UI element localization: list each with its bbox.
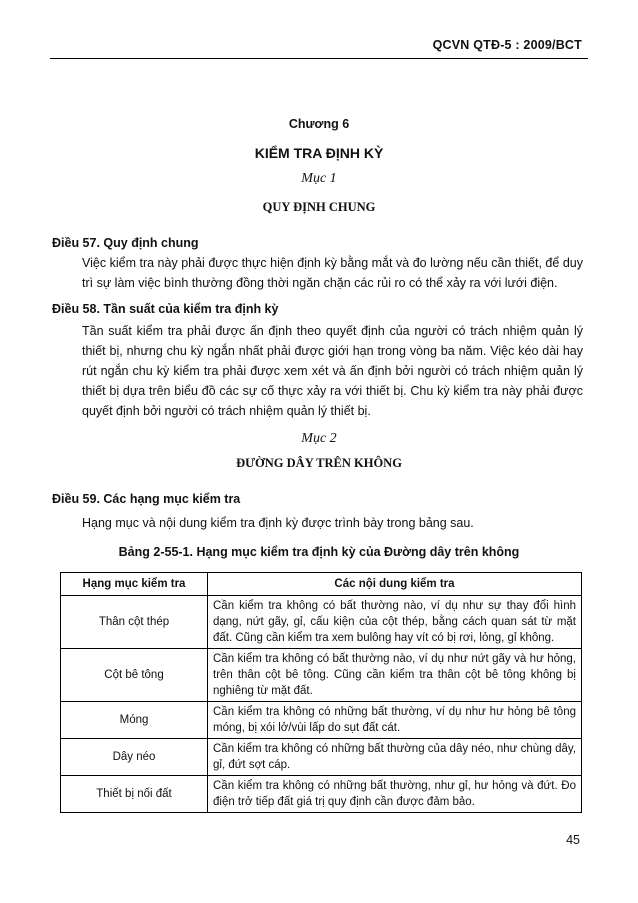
article-58-text: Tần suất kiểm tra phải được ấn định theo quyết định của người có trách nhiệm quản lý thiết bị, nhưng chu kỳ ngắn nhất phải được giới hạn trong vòng ba năm. Việc kéo dài hay rút ngắn chu kỳ kiểm tra phải được xem xét và ấn định bởi người có trách nhiệm quản lý thiết bị dựa trên biểu đồ các sự cố thực xảy ra với thiết bị. Chu kỳ kiểm tra này phải được quyết định bởi người có trách nhiệm quản lý thiết bị.	[82, 324, 583, 418]
row-item: Thiết bị nối đất	[61, 776, 208, 813]
header-content-column: Các nội dung kiểm tra	[208, 573, 582, 596]
table-row	[61, 776, 582, 813]
row-item: Móng	[61, 702, 208, 739]
section-1-label: Mục 1	[301, 171, 337, 186]
header-divider	[50, 58, 588, 59]
table-row	[61, 649, 582, 702]
row-content: Cần kiểm tra không có những bất thường, ví dụ như hư hỏng bê tông móng, bị xói lở/vùi lấp do sụt đất cát.	[208, 702, 582, 739]
table-row	[61, 739, 582, 776]
row-content: Cần kiểm tra không có bất thường nào, ví dụ như nứt gãy và hư hỏng, trên thân cột bê tông. Cũng cần kiểm tra thân cột bê tông không bị nghiêng từ mặt đất.	[208, 649, 582, 702]
chapter-label: Chương 6	[288, 117, 350, 131]
section-2-label: Mục 2	[301, 431, 337, 446]
article-59-text: Hạng mục và nội dung kiểm tra định kỳ được trình bày trong bảng sau.	[82, 516, 474, 530]
table-row	[61, 702, 582, 739]
section-2-title: ĐƯỜNG DÂY TRÊN KHÔNG	[236, 456, 402, 470]
article-57-heading: Điều 57. Quy định chung	[52, 236, 199, 250]
inspection-table	[60, 572, 582, 813]
row-item: Cột bê tông	[61, 649, 208, 702]
page-number: 45	[566, 833, 580, 847]
section-1-title: QUY ĐỊNH CHUNG	[262, 200, 376, 214]
header-item-column: Hạng mục kiểm tra	[61, 573, 208, 596]
row-content: Cần kiểm tra không có những bất thường của dây néo, như chùng dây, gỉ, đứt sợt cáp.	[208, 739, 582, 776]
table-row	[61, 596, 582, 649]
table-header-row	[61, 573, 582, 596]
document-code: QCVN QTĐ-5 : 2009/BCT	[432, 38, 582, 52]
table-caption: Bảng 2-55-1. Hạng mục kiểm tra định kỳ của Đường dây trên không	[118, 545, 520, 559]
row-content: Cần kiểm tra không có bất thường nào, ví dụ như sự thay đổi hình dạng, nứt gãy, gỉ, cấu kiện của cột thép, bằng cách quan sát từ mặt đất. Cũng cần kiểm tra xem bulông hay vít có bị rơi, lỏng, gỉ không.	[208, 596, 582, 649]
chapter-title: KIỂM TRA ĐỊNH KỲ	[254, 145, 384, 161]
row-item: Thân cột thép	[61, 596, 208, 649]
article-59-heading: Điều 59. Các hạng mục kiểm tra	[52, 492, 241, 506]
row-item: Dây néo	[61, 739, 208, 776]
row-content: Cần kiểm tra không có những bất thường, như gỉ, hư hỏng và đứt. Đo điện trở tiếp đất giá trị quy định cần được đảm bảo.	[208, 776, 582, 813]
article-58-heading: Điều 58. Tần suất của kiểm tra định kỳ	[52, 302, 279, 316]
article-57-text: Việc kiểm tra này phải được thực hiện định kỳ bằng mắt và đo lường nếu cần thiết, để duy trì sự làm việc bình thường đồng thời ngăn chặn các rủi ro có thể xảy ra với lưới điện.	[82, 256, 583, 290]
